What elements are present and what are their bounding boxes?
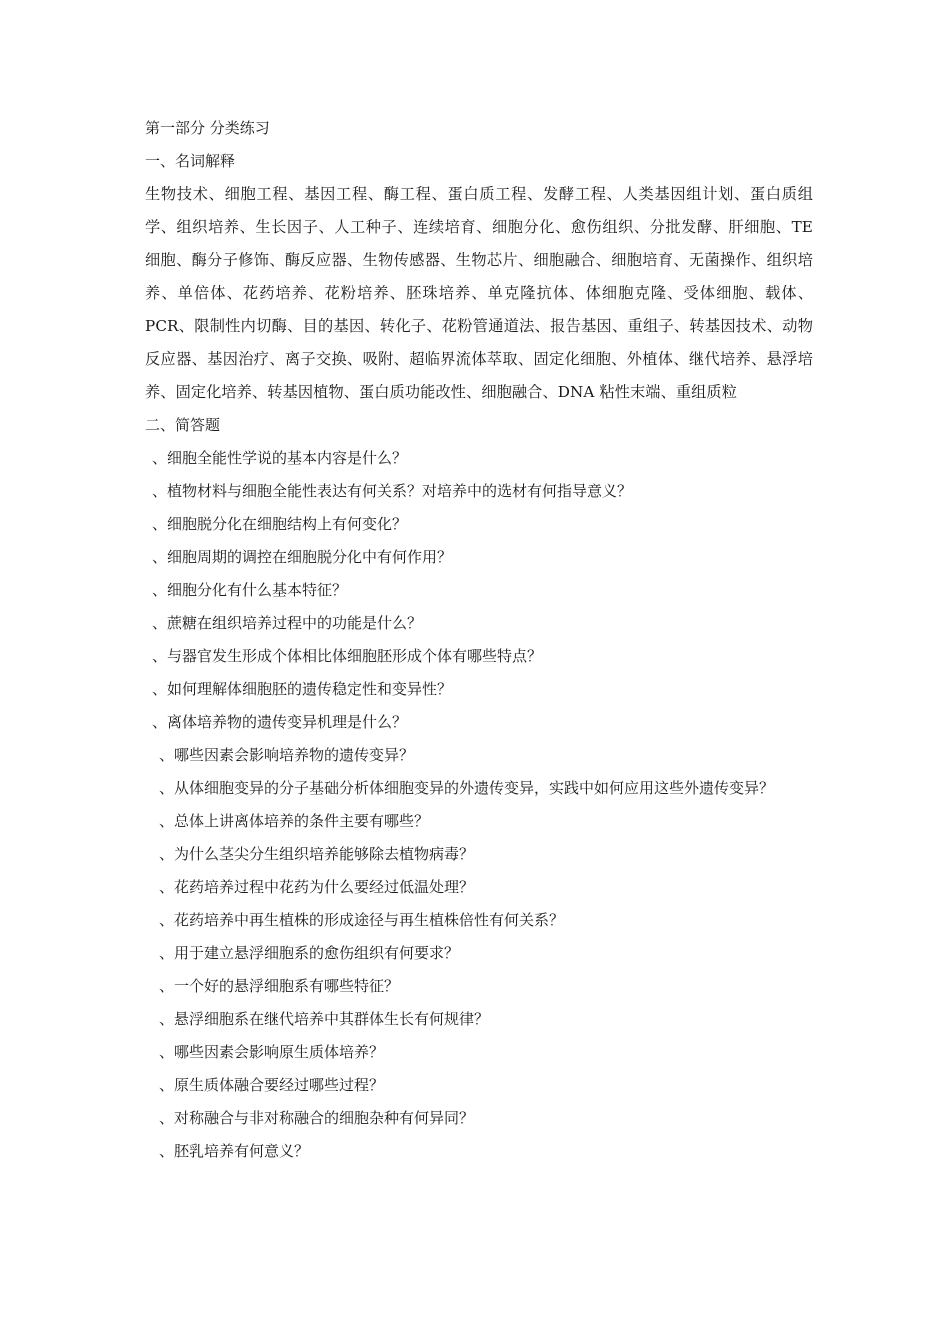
question-item: 、如何理解体细胞胚的遗传稳定性和变异性？ [152, 680, 453, 698]
question-item: 、为什么茎尖分生组织培养能够除去植物病毒？ [159, 845, 475, 863]
question-item: 、细胞周期的调控在细胞脱分化中有何作用？ [152, 548, 453, 566]
question-item: 、哪些因素会影响原生质体培养？ [159, 1043, 385, 1061]
question-item: 、花药培养中再生植株的形成途径与再生植株倍性有何关系？ [159, 911, 565, 929]
section-heading-terms: 一、名词解释 [145, 152, 236, 170]
question-item: 、总体上讲离体培养的条件主要有哪些？ [159, 812, 430, 830]
question-item: 、细胞分化有什么基本特征？ [152, 581, 348, 599]
question-item: 、细胞全能性学说的基本内容是什么？ [152, 449, 408, 467]
question-item: 、胚乳培养有何意义？ [159, 1142, 310, 1160]
document-page [145, 112, 813, 1168]
question-item: 、离体培养物的遗传变异机理是什么？ [152, 713, 408, 731]
question-item: 、对称融合与非对称融合的细胞杂种有何异同？ [159, 1109, 475, 1127]
question-item: 、与器官发生形成个体相比体细胞胚形成个体有哪些特点？ [152, 647, 543, 665]
question-item: 、一个好的悬浮细胞系有哪些特征？ [159, 977, 400, 995]
section-heading-questions: 二、简答题 [145, 416, 221, 434]
question-item: 、植物材料与细胞全能性表达有何关系？对培养中的选材有何指导意义？ [152, 482, 633, 500]
question-item: 、细胞脱分化在细胞结构上有何变化？ [152, 515, 408, 533]
question-item: 、花药培养过程中花药为什么要经过低温处理？ [159, 878, 475, 896]
question-item: 、从体细胞变异的分子基础分析体细胞变异的外遗传变异，实践中如何应用这些外遗传变异？ [159, 779, 775, 797]
question-item: 、哪些因素会影响培养物的遗传变异？ [159, 746, 415, 764]
question-item: 、蔗糖在组织培养过程中的功能是什么？ [152, 614, 423, 632]
part-title: 第一部分 分类练习 [145, 119, 270, 137]
question-item: 、悬浮细胞系在继代培养中其群体生长有何规律？ [159, 1010, 490, 1028]
question-item: 、用于建立悬浮细胞系的愈伤组织有何要求？ [159, 944, 460, 962]
terms-paragraph: 生物技术、细胞工程、基因工程、酶工程、蛋白质工程、发酵工程、人类基因组计划、蛋白质组学、组织培养、生长因子、人工种子、连续培育、细胞分化、愈伤组织、分批发酵、肝细胞、TE 细胞、酶分子修饰、酶反应器、生物传感器、生物芯片、细胞融合、细胞培育、无菌操作、组织培养、单倍体、花药培养、花粉培养、胚珠培养、单克隆抗体、体细胞克隆、受体细胞、载体、PCR、限制性内切酶、目的基因、转化子、花粉管通道法、报告基因、重组子、转基因技术、动物反应器、基因治疗、离子交换、吸附、超临界流体萃取、固定化细胞、外植体、继代培养、悬浮培养、固定化培养、转基因植物、蛋白质功能改性、细胞融合、DNA 粘性末端、重组质粒 [145, 185, 813, 401]
question-item: 、原生质体融合要经过哪些过程？ [159, 1076, 385, 1094]
